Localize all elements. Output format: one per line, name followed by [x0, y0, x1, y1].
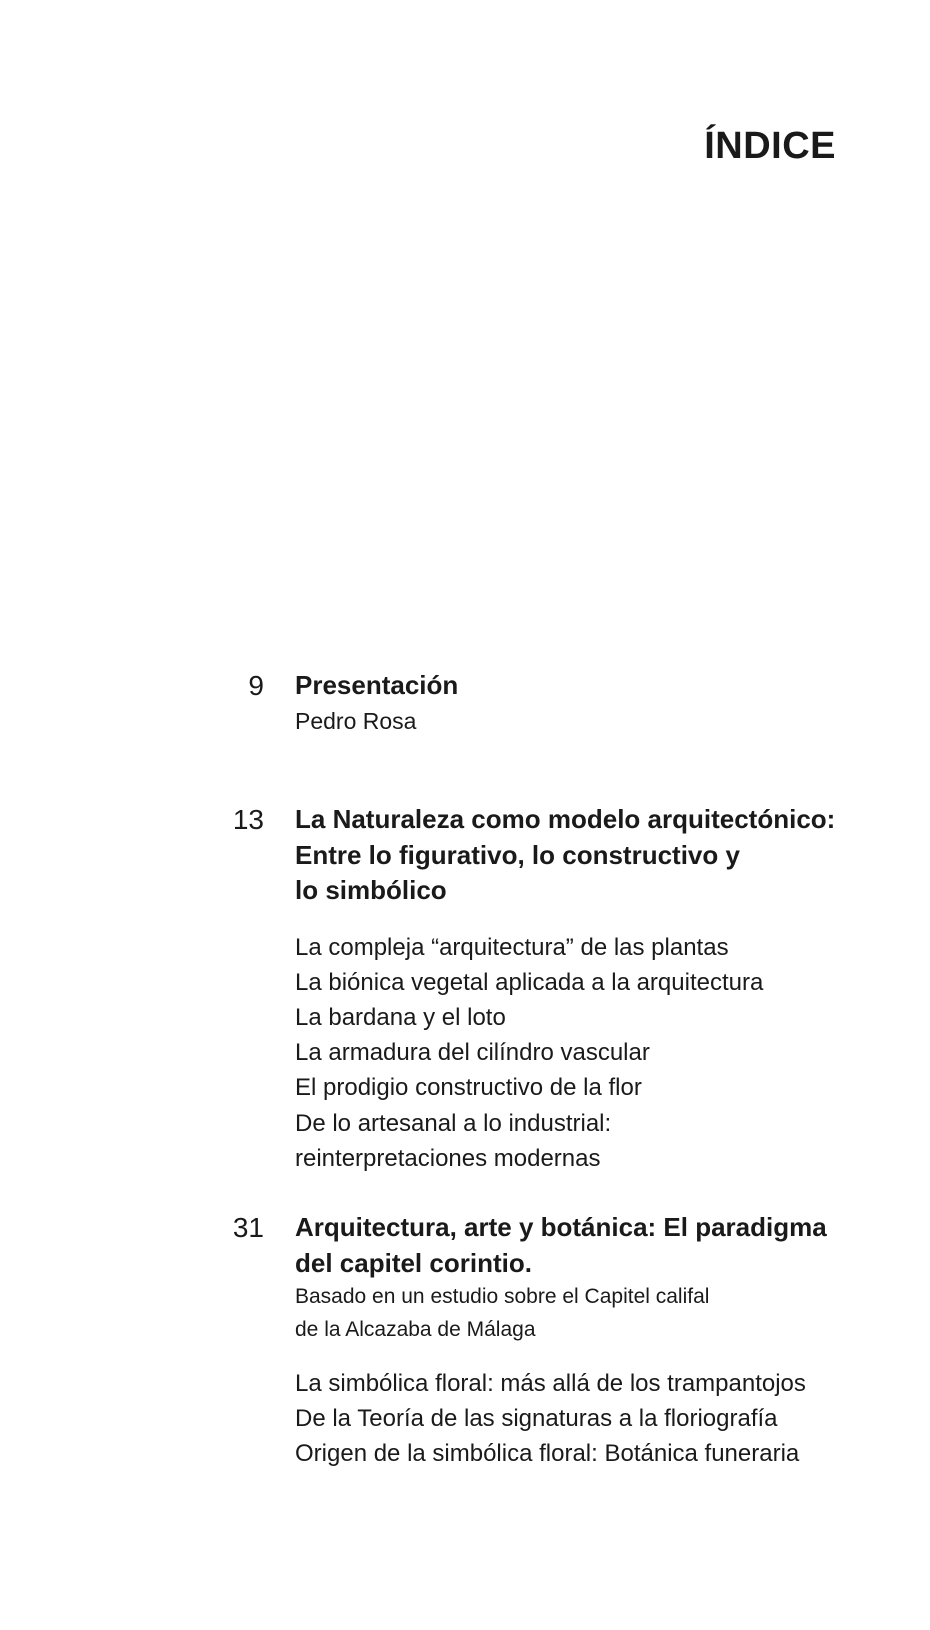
toc-heading	[295, 1210, 915, 1281]
toc-subsection: La biónica vegetal aplicada a la arquitectura	[295, 968, 764, 996]
toc-heading	[295, 802, 915, 909]
toc-page-number: 9	[248, 670, 264, 701]
toc-entry-content	[295, 1210, 915, 1472]
toc-heading-line: La Naturaleza como modelo arquitectónico:	[295, 804, 836, 834]
toc-subsection-list	[295, 1366, 915, 1472]
toc-page-number: 31	[232, 1212, 264, 1243]
toc-note	[295, 1281, 915, 1346]
toc-subsection: El prodigio constructivo de la flor	[295, 1074, 642, 1102]
toc-heading-line: del capitel corintio.	[295, 1247, 532, 1278]
toc-subsection: De la Teoría de las signaturas a la floriografía	[295, 1405, 778, 1433]
toc-subsection: La simbólica floral: más allá de los trampantojos	[295, 1370, 806, 1397]
toc-note-line: de la Alcazaba de Málaga	[295, 1317, 536, 1341]
toc-entry-content	[295, 668, 915, 739]
toc-subsection: Origen de la simbólica floral: Botánica funeraria	[295, 1440, 800, 1468]
toc-author: Pedro Rosa	[295, 707, 417, 734]
toc-subsection-list	[295, 930, 915, 1176]
toc-note-line: Basado en un estudio sobre el Capitel califal	[295, 1285, 710, 1308]
toc-heading	[295, 668, 915, 704]
toc-subsection: reinterpretaciones modernas	[295, 1144, 601, 1172]
toc-subsection: La armadura del cilíndro vascular	[295, 1039, 650, 1067]
toc-entry-content	[295, 802, 915, 1176]
toc-heading-line: Presentación	[295, 670, 459, 700]
toc-heading-line: Entre lo figurativo, lo constructivo y	[295, 839, 740, 870]
toc-subsection: De lo artesanal a lo industrial:	[295, 1109, 612, 1137]
toc-page-number: 13	[232, 804, 264, 835]
toc-subsection: La compleja “arquitectura” de las plantas	[295, 933, 729, 961]
toc-heading-line: lo simbólico	[295, 875, 447, 905]
page-title: ÍNDICE	[704, 125, 836, 167]
toc-heading-line: Arquitectura, arte y botánica: El paradigma	[295, 1212, 827, 1242]
toc-subsection: La bardana y el loto	[295, 1003, 506, 1031]
